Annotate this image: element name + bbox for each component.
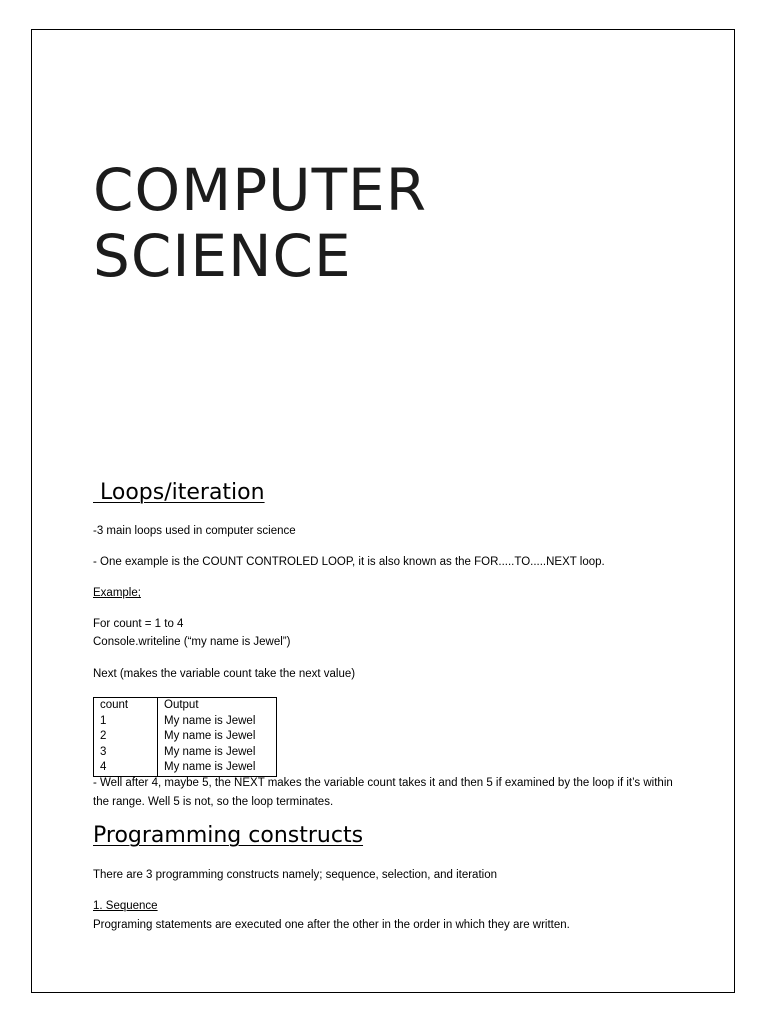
table-cell-count: 1 [100, 714, 107, 727]
table-cell-count: 2 [100, 730, 107, 743]
table-header-count: count [100, 699, 129, 711]
table-cell-count-column [94, 698, 158, 777]
table-cell-output-column [158, 698, 277, 777]
programming-constructs-heading: Programming constructs [93, 823, 364, 848]
table-cell-output: My name is Jewel [164, 714, 256, 727]
document-title-line-1: COMPUTER [93, 156, 427, 224]
count-controlled-loop-text: - One example is the COUNT CONTROLED LOOP, it is also known as the FOR.....TO.....NEXT loop. [93, 556, 605, 568]
constructs-intro-text: There are 3 programming constructs namely; sequence, selection, and iteration [93, 869, 497, 881]
table-header-output: Output [164, 699, 199, 711]
example-label: Example; [93, 587, 141, 599]
table-cell-output: My name is Jewel [164, 761, 256, 774]
loop-termination-note: - Well after 4, maybe 5, the NEXT makes the variable count takes it and then 5 if examined by the loop if it’s within the range. Well 5 is not, so the loop terminates. [93, 777, 673, 808]
table-cell-count: 3 [100, 745, 107, 758]
document-title-line-2: SCIENCE [93, 222, 352, 290]
sequence-description: Programing statements are executed one after the other in the order in which they are written. [93, 919, 570, 931]
table-row [94, 698, 277, 777]
table-cell-output: My name is Jewel [164, 745, 256, 758]
loops-intro-text: -3 main loops used in computer science [93, 525, 296, 537]
table-cell-count: 4 [100, 761, 107, 774]
code-line-for: For count = 1 to 4 [93, 618, 184, 630]
loops-heading: Loops/iteration [93, 480, 265, 505]
sequence-label: 1. Sequence [93, 900, 158, 912]
code-line-next: Next (makes the variable count take the next value) [93, 668, 356, 680]
table-cell-output: My name is Jewel [164, 730, 256, 743]
loop-output-table [93, 697, 277, 777]
code-line-writeline: Console.writeline (“my name is Jewel”) [93, 636, 291, 648]
